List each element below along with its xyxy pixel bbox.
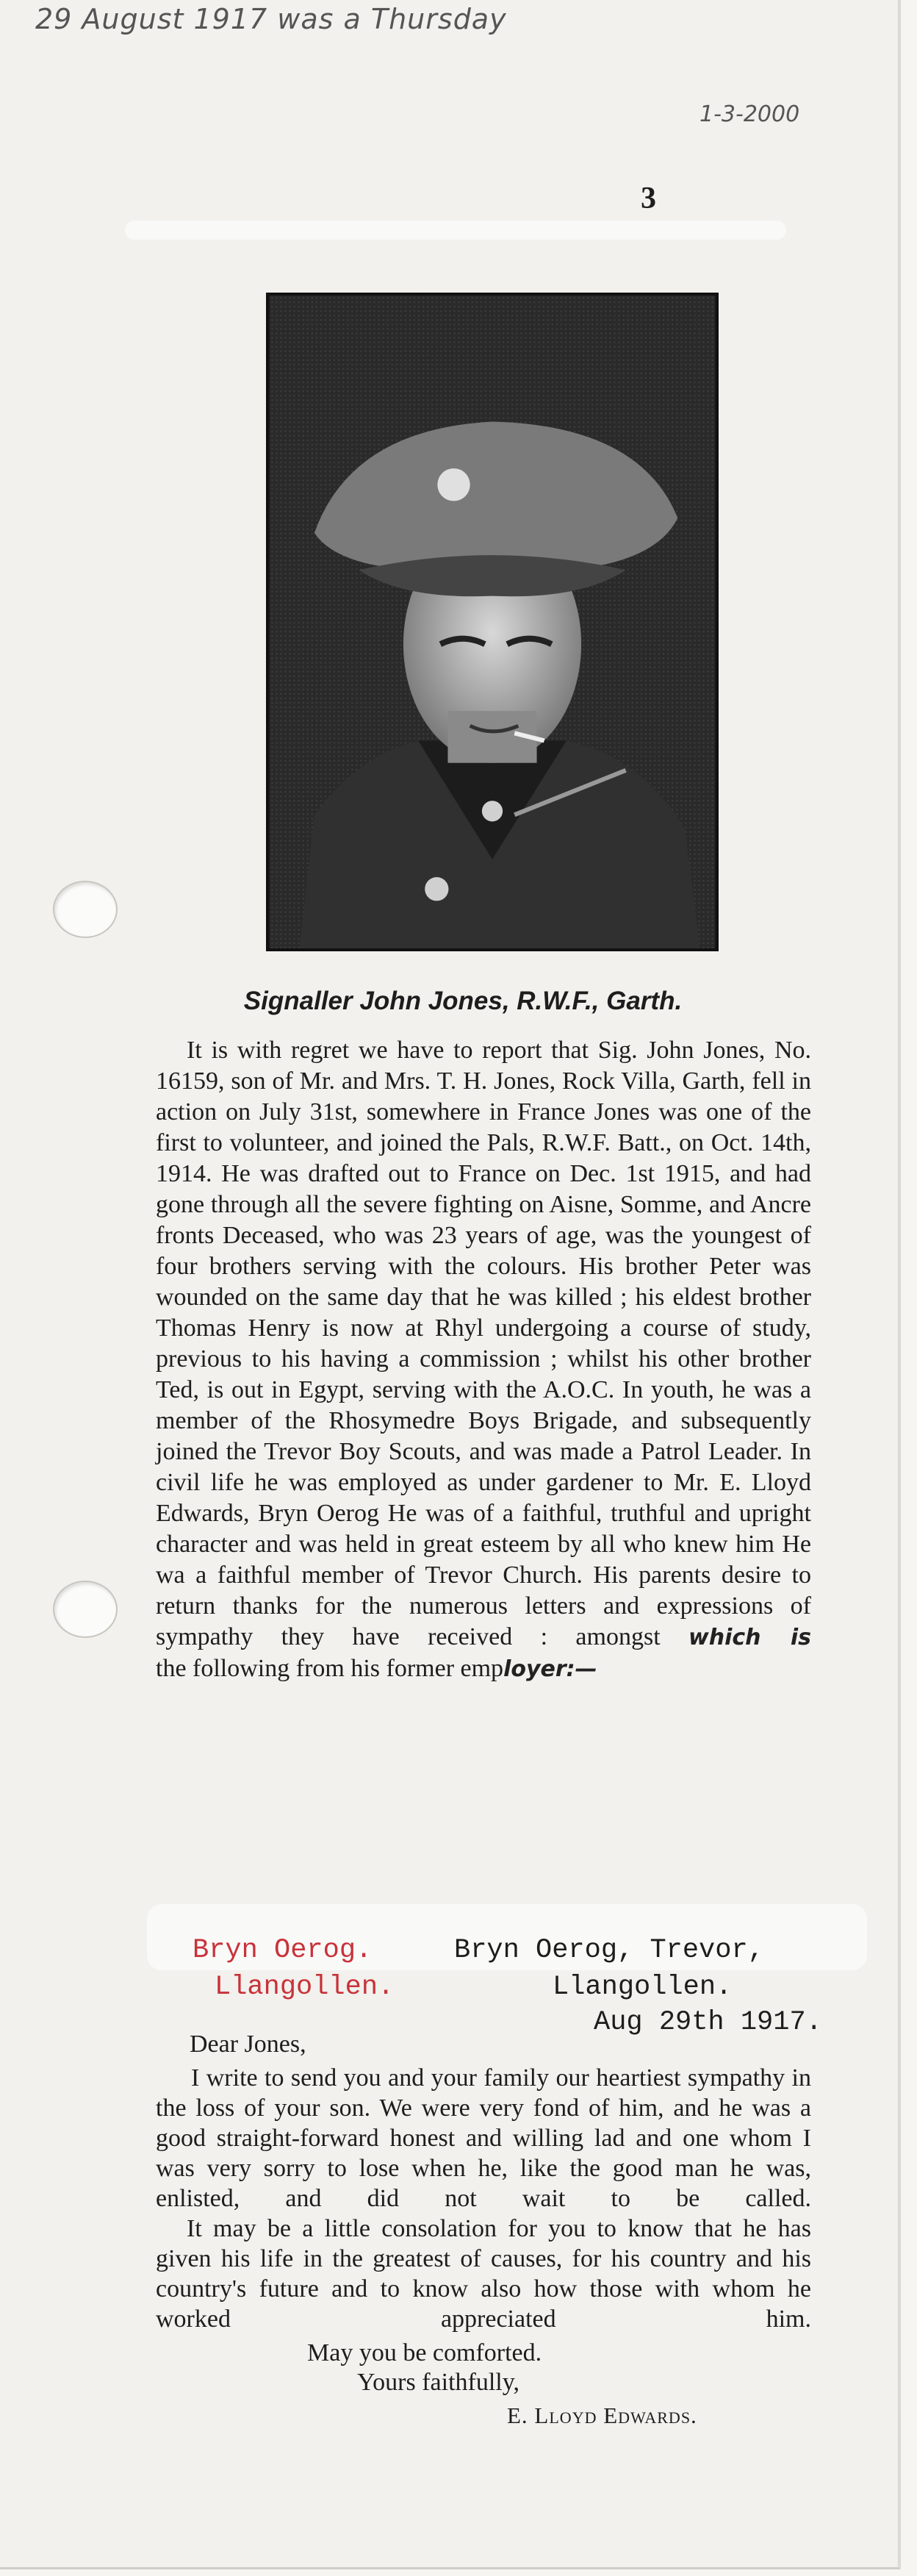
letter-closing-2: Yours faithfully, [357, 2369, 520, 2396]
article-body: It is with regret we have to report that Sig. John Jones, No. 16159, son of Mr. and Mrs. T. H. Jones, Rock Villa, Garth, fell in action on July 31st, somewhere in France Jones was one of the first to volunteer, and joined the Pals, R.W.F. Batt., on Oct. 14th, 1914. He was drafted out to France on Dec. 1st 1915, and had gone through all the severe fighting on Aisne, Somme, and Ancre fronts Deceased, who was 23 years of age, was the youngest of four brothers serving with the colours. His brother Peter was wounded on the same day that he was killed ; his eldest brother Thomas Henry is now at Rhyl undergoing a course of study, previous to his having a commission ; whilst his other brother Ted, is out in Egypt, serving with the A.O.C. In youth, he was a member of the Rhosymedre Boys Brigade, and subsequently joined the Trevor Boy Scouts, and was made a Patrol Leader. In civil life he was employed as under gardener to Mr. E. Lloyd Edwards, Bryn Oerog He was of a faithful, truthful and upright character and was held in great esteem by all who knew him He wa a faithful member of Trevor Church. His parents desire to return thanks for the numerous letters and expressions of sympathy they have received : amongst [156, 1037, 811, 1650]
letter-signature: E. Lloyd Edwards. [507, 2403, 697, 2428]
letter-closing-1: May you be comforted. [307, 2339, 542, 2366]
letter-salutation: Dear Jones, [190, 2031, 306, 2058]
portrait-caption: Signaller John Jones, R.W.F., Garth. [243, 987, 683, 1015]
letter-paragraph-2: It may be a little consolation for you to know that he has given his life in the greatest of causes, for his country and his country's future and to know also how those with whom he worked appreciated him. [156, 2215, 811, 2333]
punch-hole-upper [53, 881, 118, 938]
punch-hole-lower [53, 1581, 118, 1638]
handwritten-date-note: 29 August 1917 was a Thursday [35, 3, 507, 35]
tape-strip-top [125, 221, 786, 240]
letterhead-red-line2: Llangollen. [215, 1972, 395, 2003]
handwritten-insert: which is [688, 1625, 811, 1650]
obituary-article [156, 1035, 811, 1685]
page-number: 3 [641, 182, 656, 215]
handwritten-archive-date: 1-3-2000 [700, 101, 800, 127]
obituary-paragraph [156, 1035, 811, 1653]
letterhead-red-line1: Bryn Oerog. [193, 1935, 373, 1966]
handwritten-correction: loyer:— [503, 1656, 597, 1682]
article-closing-text: the following from his former emp [156, 1655, 504, 1682]
letter-body [156, 2063, 811, 2334]
soldier-portrait-illustration [269, 296, 716, 948]
typed-address-line2: Llangollen. [553, 1972, 733, 2003]
letter-paragraph-1: I write to send you and your family our heartiest sympathy in the loss of your son. We were very fond of him, and he was a good straight-forward honest and willing lad and one whom I was very sorry to lose when he, like the good man he was, enlisted, and did not wait to be called. [156, 2064, 811, 2212]
portrait-photo [266, 293, 719, 951]
typed-letter-date: Aug 29th 1917. [594, 2007, 822, 2038]
typed-address-line1: Bryn Oerog, Trevor, [454, 1935, 764, 1966]
article-last-line [156, 1653, 811, 1685]
